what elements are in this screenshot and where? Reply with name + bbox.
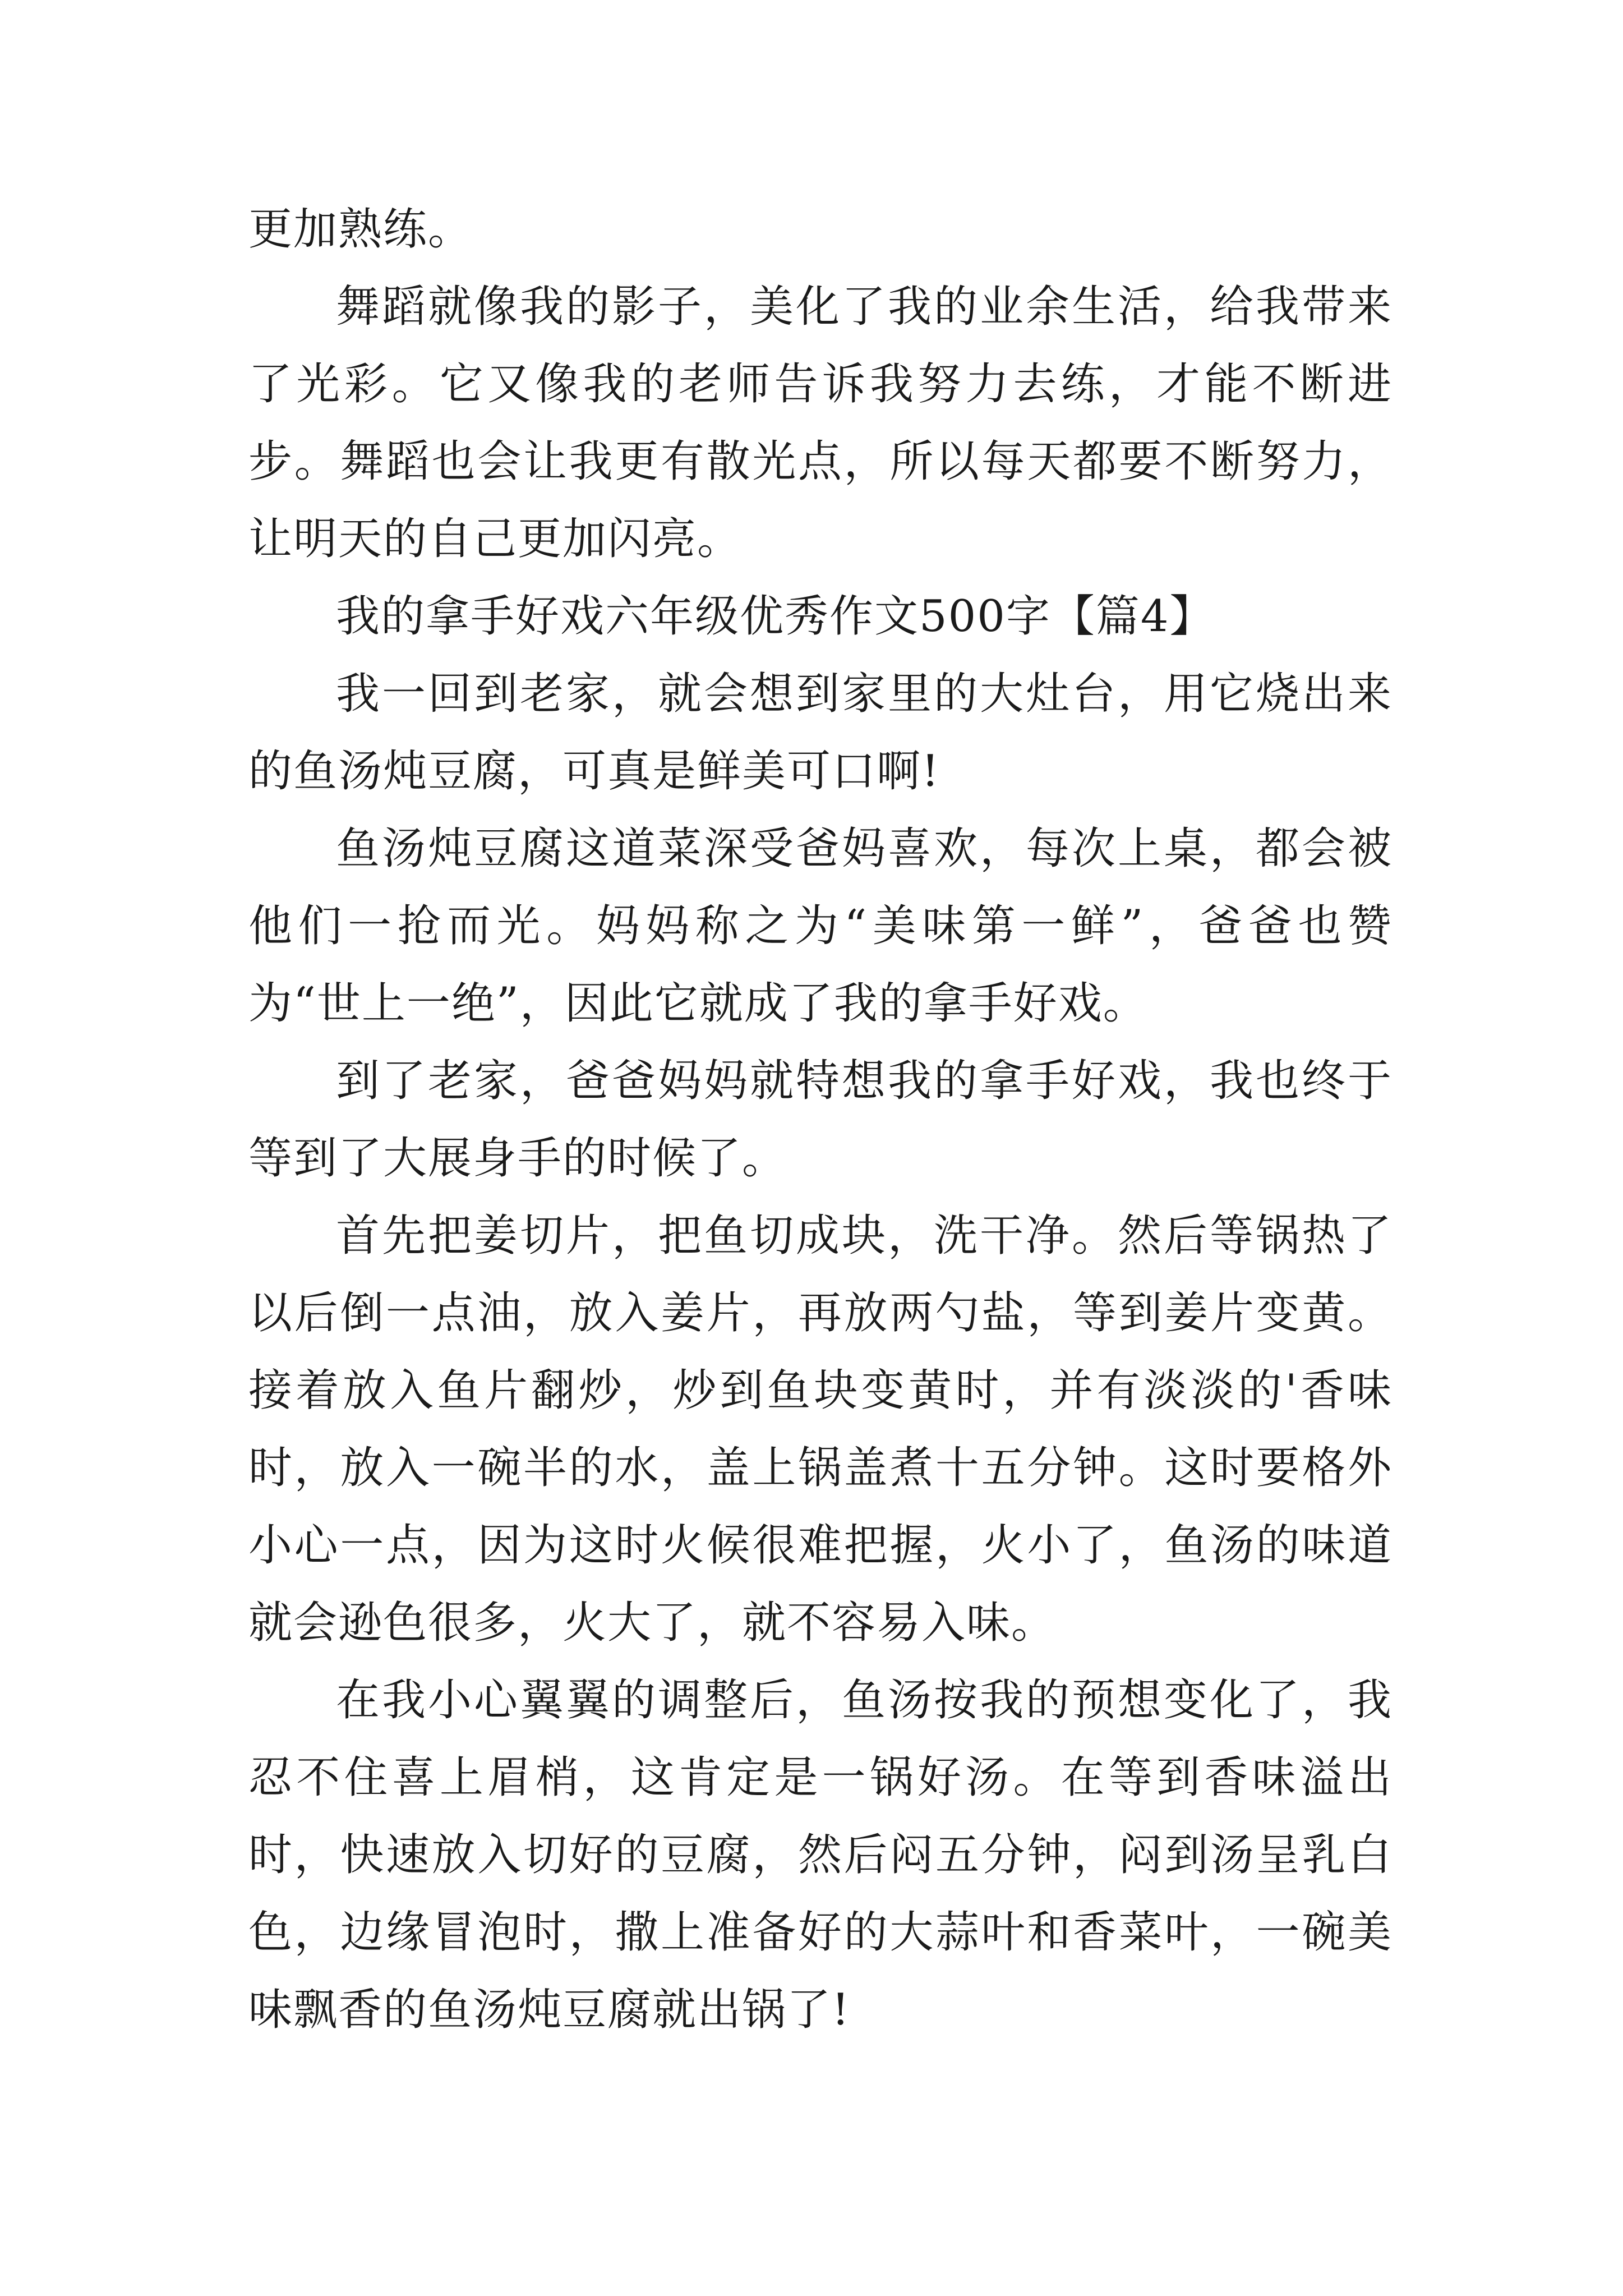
paragraph-dance-reflection: 舞蹈就像我的影子，美化了我的业余生活，给我带来了光彩。它又像我的老师告诉我努力去练，才能不断进步。舞蹈也会让我更有散光点，所以每天都要不断努力，让明天的自己更加闪亮。 (248, 282, 1393, 564)
document-body (248, 191, 1393, 2049)
paragraph-arrival: 到了老家，爸爸妈妈就特想我的拿手好戏，我也终于等到了大展身手的时候了。 (248, 1056, 1393, 1184)
paragraph-intro: 我一回到老家，就会想到家里的大灶台，用它烧出来的鱼汤炖豆腐，可真是鲜美可口啊! (248, 669, 1393, 797)
section-heading: 我的拿手好戏六年级优秀作文500字【篇4】 (336, 591, 1215, 642)
paragraph-family-praise: 鱼汤炖豆腐这道菜深受爸妈喜欢，每次上桌，都会被他们一抢而光。妈妈称之为“美味第一鲜”，爸爸也赞为“世上一绝”，因此它就成了我的拿手好戏。 (248, 823, 1393, 1029)
continuation-paragraph: 更加熟练。 (248, 204, 473, 255)
paragraph-finish: 在我小心翼翼的调整后，鱼汤按我的预想变化了，我忍不住喜上眉梢，这肯定是一锅好汤。在等到香味溢出时，快速放入切好的豆腐，然后闷五分钟，闷到汤呈乳白色，边缘冒泡时，撒上准备好的大蒜叶和香菜叶，一碗美味飘香的鱼汤炖豆腐就出锅了! (248, 1675, 1393, 2035)
paragraph-cooking-steps: 首先把姜切片，把鱼切成块，洗干净。然后等锅热了以后倒一点油，放入姜片，再放两勺盐，等到姜片变黄。接着放入鱼片翻炒，炒到鱼块变黄时，并有淡淡的'香味时，放入一碗半的水，盖上锅盖煮十五分钟。这时要格外小心一点，因为这时火候很难把握，火小了，鱼汤的味道就会逊色很多，火大了，就不容易入味。 (248, 1211, 1393, 1648)
